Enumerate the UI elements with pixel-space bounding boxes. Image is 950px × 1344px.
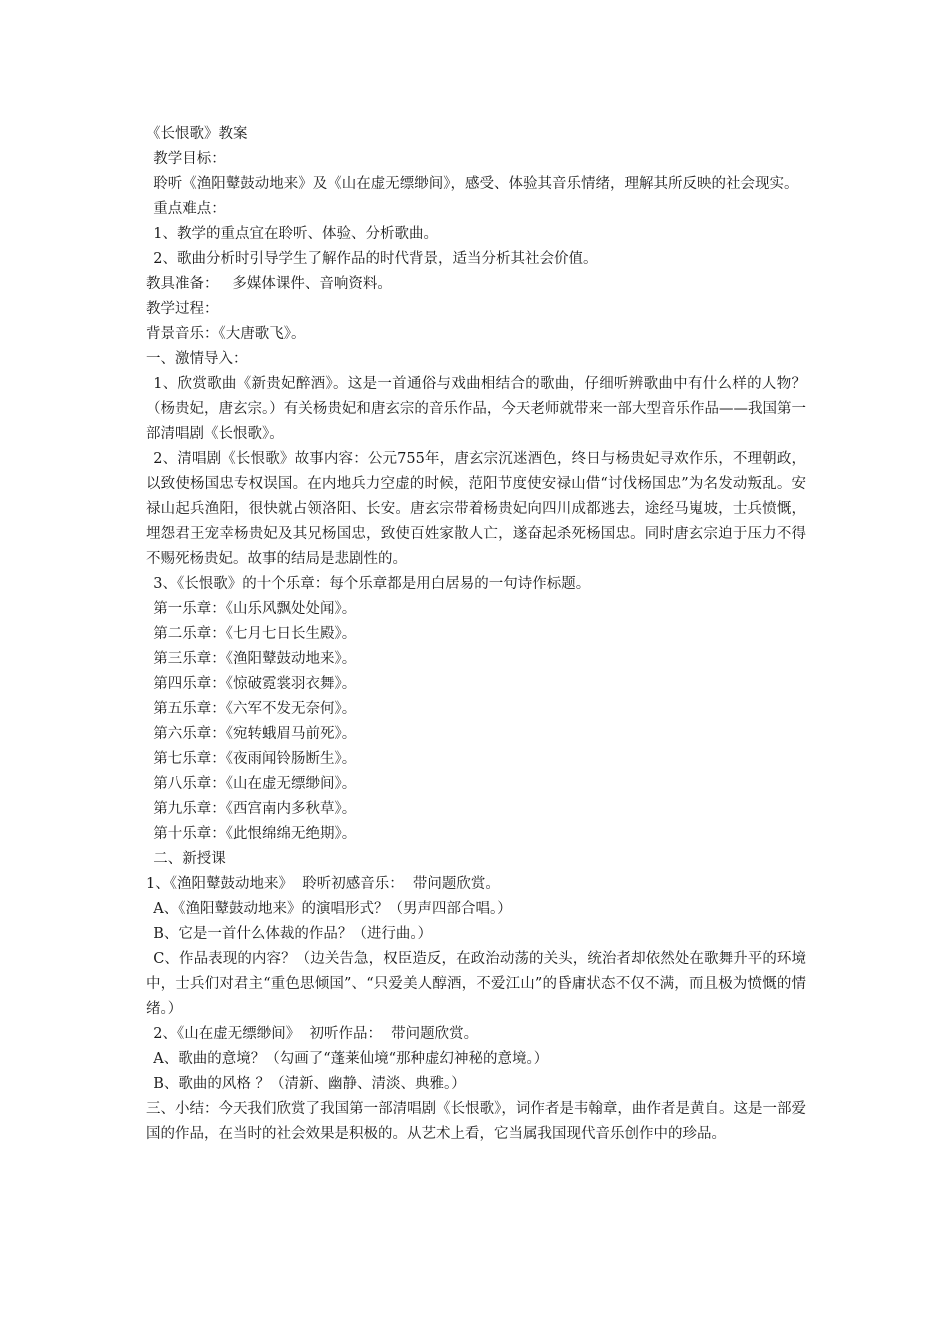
paragraph: 1、《渔阳鼙鼓动地来》 聆听初感音乐： 带问题欣赏。 (146, 876, 500, 892)
paragraph: B、它是一首什么体裁的作品？（进行曲。） (153, 926, 433, 942)
paragraph: 第四乐章：《惊破霓裳羽衣舞》。 (153, 676, 357, 692)
paragraph: 第十乐章：《此恨绵绵无绝期》。 (153, 826, 357, 842)
paragraph: 聆听《渔阳鼙鼓动地来》及《山在虚无缥缈间》，感受、体验其音乐情绪，理解其所反映的社会现实。 (153, 176, 799, 192)
document-body (146, 122, 806, 1147)
paragraph: 1、欣赏歌曲《新贵妃醉酒》。这是一首通俗与戏曲相结合的歌曲，仔细听辨歌曲中有什么样的人物？（杨贵妃，唐玄宗。）有关杨贵妃和唐玄宗的音乐作品，今天老师就带来一部大型音乐作品——我国第一部清唱剧《长恨歌》。 (146, 376, 806, 442)
paragraph: 背景音乐：《大唐歌飞》。 (146, 326, 306, 342)
paragraph: 教具准备： 多媒体课件、音响资料。 (146, 276, 392, 292)
paragraph: 第二乐章：《七月七日长生殿》。 (153, 626, 357, 642)
paragraph: 第七乐章：《夜雨闻铃肠断生》。 (153, 751, 357, 767)
paragraph: A、歌曲的意境？（勾画了“蓬莱仙境“那种虚幻神秘的意境。） (153, 1051, 549, 1067)
paragraph: 第五乐章：《六军不发无奈何》。 (153, 701, 357, 717)
paragraph: 一、激情导入： (146, 351, 248, 367)
paragraph: A、《渔阳鼙鼓动地来》的演唱形式？（男声四部合唱。） (153, 901, 512, 917)
paragraph: 二、新授课 (153, 851, 226, 867)
paragraph: 2、清唱剧《长恨歌》故事内容：公元755年，唐玄宗沉迷酒色，终日与杨贵妃寻欢作乐，不理朝政，以致使杨国忠专权误国。在内地兵力空虚的时候，范阳节度使安禄山借“讨伐杨国忠”为名发动叛乱。安禄山起兵渔阳，很快就占领洛阳、长安。唐玄宗带着杨贵妃向四川成都逃去，途经马嵬坡，士兵愤慨，埋怨君王宠幸杨贵妃及其兄杨国忠，致使百姓家散人亡，遂奋起杀死杨国忠。同时唐玄宗迫于压力不得不赐死杨贵妃。故事的结局是悲剧性的。 (146, 451, 806, 567)
paragraph: B、歌曲的风格 ？（清新、幽静、清淡、典雅。） (153, 1076, 466, 1092)
paragraph: 教学过程： (146, 301, 219, 317)
document-title: 《长恨歌》教案 (146, 126, 248, 142)
paragraph: 第九乐章：《西宫南内多秋草》。 (153, 801, 357, 817)
paragraph: 重点难点： (153, 201, 226, 217)
paragraph: 2、歌曲分析时引导学生了解作品的时代背景，适当分析其社会价值。 (153, 251, 598, 267)
paragraph: 第一乐章：《山乐风飘处处闻》。 (153, 601, 357, 617)
paragraph: 第八乐章：《山在虚无缥缈间》。 (153, 776, 357, 792)
paragraph: 2、《山在虚无缥缈间》 初听作品： 带问题欣赏。 (153, 1026, 479, 1042)
paragraph: 第六乐章：《宛转蛾眉马前死》。 (153, 726, 357, 742)
paragraph: 1、教学的重点宜在聆听、体验、分析歌曲。 (153, 226, 438, 242)
paragraph: 第三乐章：《渔阳鼙鼓动地来》。 (153, 651, 357, 667)
paragraph: 三、小结：今天我们欣赏了我国第一部清唱剧《长恨歌》，词作者是韦翰章，曲作者是黄自。这是一部爱国的作品，在当时的社会效果是积极的。从艺术上看，它当属我国现代音乐创作中的珍品。 (146, 1101, 806, 1142)
paragraph: 教学目标： (153, 151, 226, 167)
paragraph: C、作品表现的内容？（边关告急，权臣造反，在政治动荡的关头，统治者却依然处在歌舞升平的环境中，士兵们对君主“重色思倾国”、“只爱美人醇酒，不爱江山”的昏庸状态不仅不满，而且极为愤慨的情绪。） (146, 951, 806, 1017)
paragraph: 3、《长恨歌》的十个乐章：每个乐章都是用白居易的一句诗作标题。 (153, 576, 591, 592)
